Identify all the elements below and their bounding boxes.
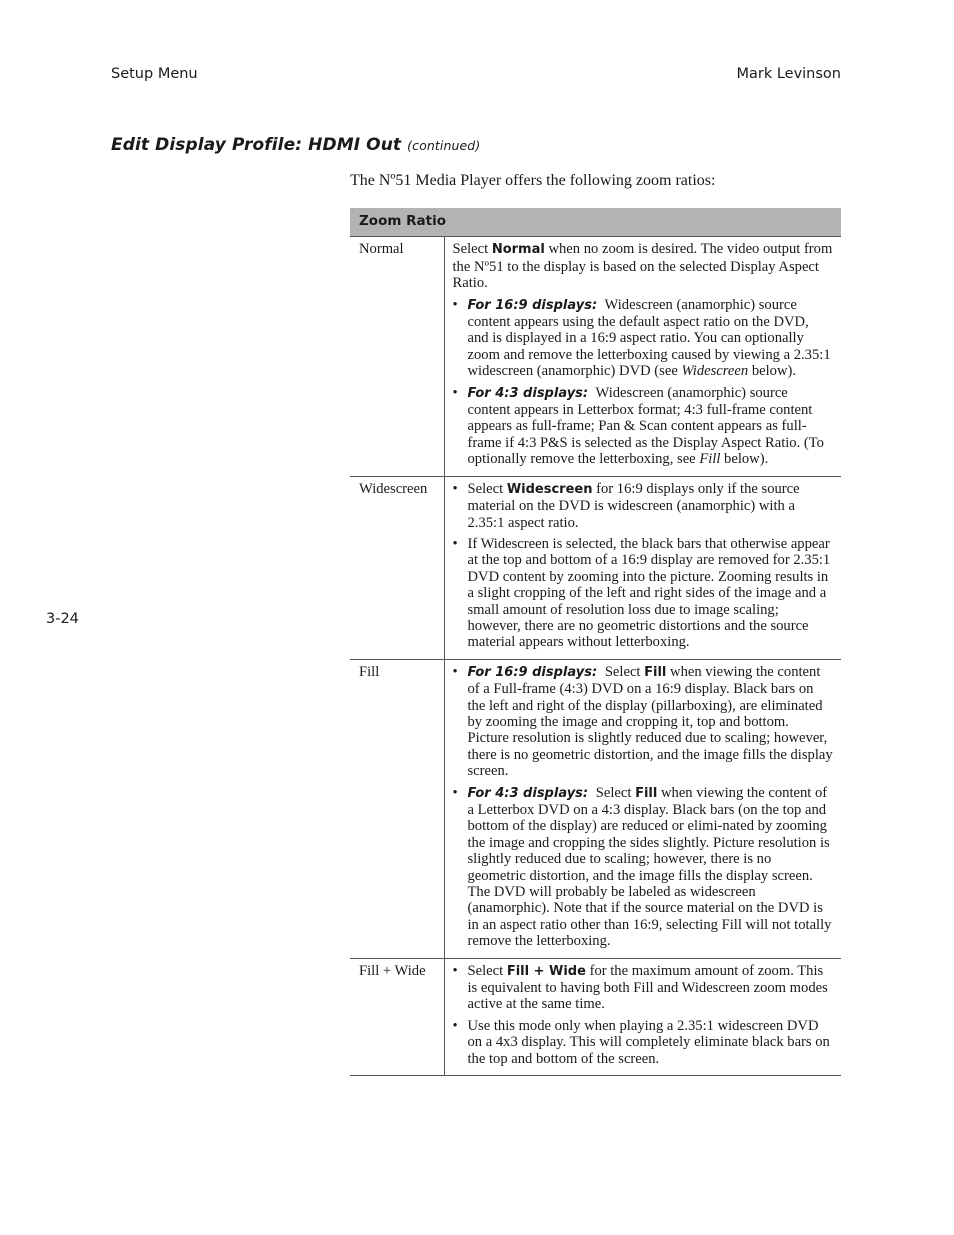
list-item: • If Widescreen is selected, the black bars that otherwise appear at the top and bottom of a 16:9 display are removed for 2.35:1 DVD content by zooming into the picture. Zooming results in a slight cropping of the left and right sides of the image and a small amount of resolution loss due to image scaling; however, there are no geometric distortions and the source material appears without letterboxing. xyxy=(453,536,834,651)
keyword: Fill xyxy=(644,664,667,680)
row-desc-normal xyxy=(444,237,841,476)
bullet-lead: For 4:3 displays: xyxy=(467,385,589,401)
table-row-normal xyxy=(350,237,841,476)
bullet-lead: For 4:3 displays: xyxy=(467,785,589,801)
intro-paragraph: The Nº51 Media Player offers the following zoom ratios: xyxy=(350,172,716,189)
normal-paragraph: Select Normal when no zoom is desired. The video output from the Nº51 to the display is based on the selected Display Aspect Ratio. xyxy=(452,241,833,292)
page-number: 3-24 xyxy=(46,611,79,627)
running-header-right: Mark Levinson xyxy=(736,66,841,82)
fill-wide-bullets xyxy=(453,963,834,1067)
list-item: • For 16:9 displays: Select Fill when viewing the content of a Full-frame (4:3) DVD on a 16:9 display. Black bars on the left and right of the display (pillarboxing), are eliminated by zooming the image and cropping it, top and bottom. Picture resolution is slightly reduced due to scaling; however, there is no geometric distortion, and the image fills the display screen. xyxy=(453,664,834,780)
keyword: Fill xyxy=(635,785,658,801)
list-item: • Select Fill + Wide for the maximum amount of zoom. This is equivalent to having both Fill and Widescreen zoom modes active at the same time. xyxy=(453,963,834,1013)
row-desc-fill xyxy=(444,659,841,958)
table-header-row xyxy=(350,208,841,237)
list-item: • For 4:3 displays: Widescreen (anamorphic) source content appears in Letterbox format; 4:3 full-frame content appears as full-frame; Pan & Scan content appears as full-frame if 4:3 P&S is selected as the Display Aspect Ratio. (To optionally remove the letterboxing, see Fill below). xyxy=(453,385,834,468)
list-item: • For 4:3 displays: Select Fill when viewing the content of a Letterbox DVD on a 4:3 display. Black bars (on the top and bottom of the display) are reduced or elimi-nated by zooming the image and cropping the sides slightly. Picture resolution is slightly reduced due to scaling; however, there is no geometric distortion, and the image fills the display screen. The DVD will probably be labeled as widescreen (anamorphic). Note that if the source material on the DVD is in an aspect ratio other than 16:9, selecting Fill will not totally remove the letterboxing. xyxy=(453,785,834,950)
fill-bullets xyxy=(453,664,834,950)
keyword: Fill + Wide xyxy=(506,963,586,979)
list-item: • For 16:9 displays: Widescreen (anamorphic) source content appears using the default aspect ratio on the DVD, and is displayed in a 16:9 aspect ratio. You can optionally zoom and remove the letterboxing caused by viewing a 2.35:1 widescreen (anamorphic) DVD (see Widescreen below). xyxy=(453,297,834,380)
list-item: • Select Widescreen for 16:9 displays only if the source material on the DVD is widescreen (anamorphic) with a 2.35:1 aspect ratio. xyxy=(453,481,834,531)
normal-bullets xyxy=(453,297,834,468)
row-desc-widescreen xyxy=(444,476,841,659)
section-title-text: Edit Display Profile: HDMI Out xyxy=(111,135,402,155)
table-header: Zoom Ratio xyxy=(350,208,841,237)
keyword: Normal xyxy=(491,242,545,258)
bullet-lead: For 16:9 displays: xyxy=(467,664,598,680)
zoom-ratio-table xyxy=(350,208,841,1076)
widescreen-bullets xyxy=(453,481,834,651)
continued-label: (continued) xyxy=(407,138,481,153)
keyword: Widescreen xyxy=(506,481,593,497)
running-header-left: Setup Menu xyxy=(111,66,198,82)
row-label-widescreen: Widescreen xyxy=(350,476,444,659)
row-label-normal: Normal xyxy=(350,237,444,476)
table-row-fill xyxy=(350,659,841,958)
row-label-fill-wide: Fill + Wide xyxy=(350,958,444,1075)
table-row-fill-wide xyxy=(350,958,841,1075)
bullet-lead: For 16:9 displays: xyxy=(467,297,598,313)
list-item: • Use this mode only when playing a 2.35:1 widescreen DVD on a 4x3 display. This will completely eliminate black bars on the top and bottom of the screen. xyxy=(453,1018,834,1067)
row-label-fill: Fill xyxy=(350,659,444,958)
section-title xyxy=(111,135,480,155)
table-row-widescreen xyxy=(350,476,841,659)
row-desc-fill-wide xyxy=(444,958,841,1075)
